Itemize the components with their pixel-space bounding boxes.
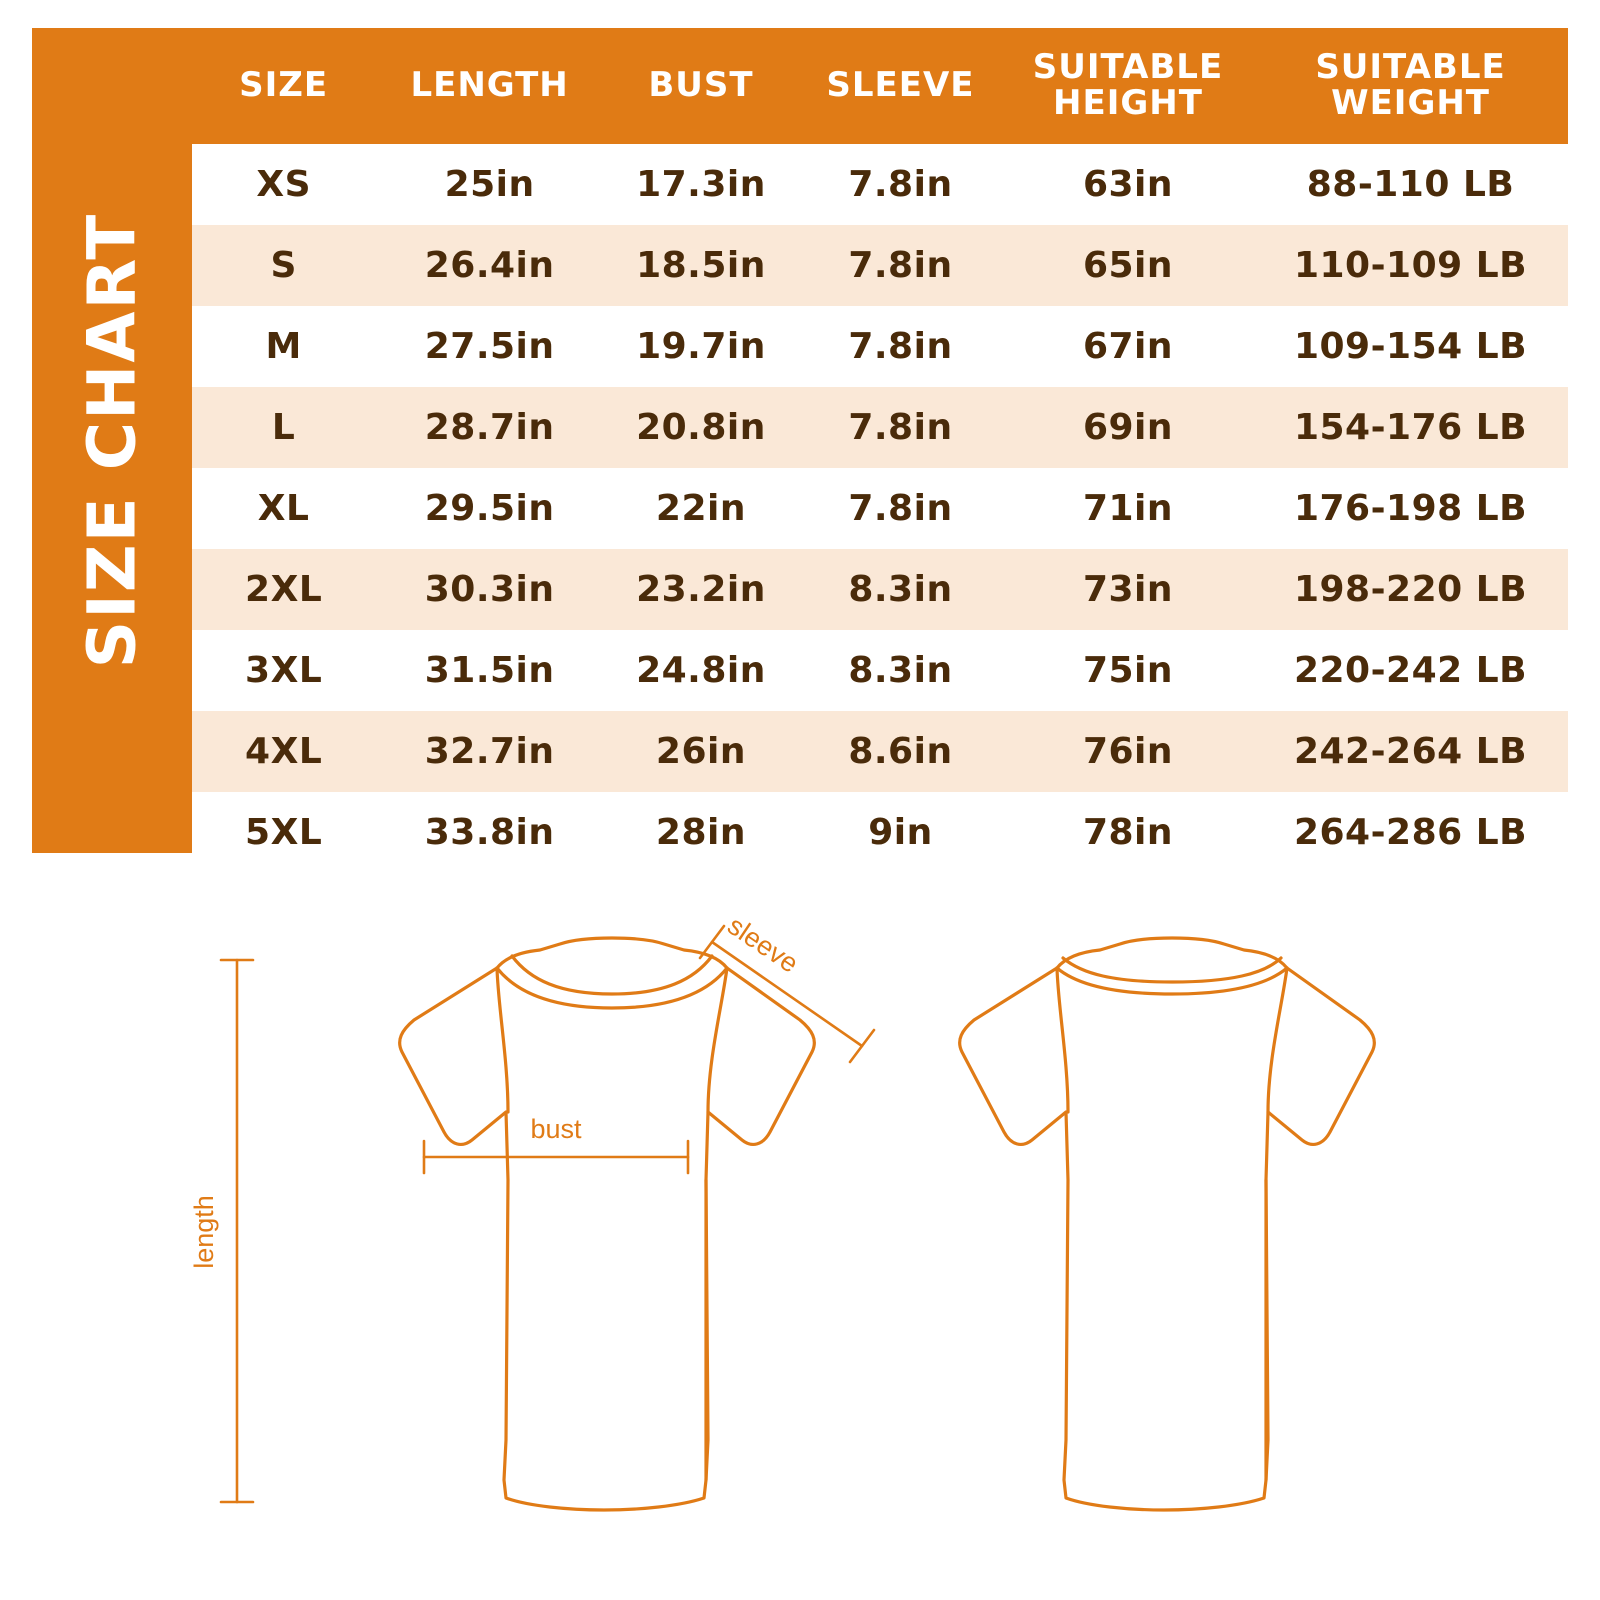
cell-length: 29.5in — [375, 468, 604, 549]
cell-bust: 23.2in — [604, 549, 798, 630]
cell-sleeve: 7.8in — [798, 468, 1003, 549]
cell-weight: 264-286 LB — [1253, 792, 1568, 873]
column-header-length: LENGTH — [375, 28, 604, 144]
column-header-suitable-height-line1: SUITABLE — [1032, 47, 1224, 88]
cell-sleeve: 7.8in — [798, 144, 1003, 225]
cell-bust: 17.3in — [604, 144, 798, 225]
cell-length: 28.7in — [375, 387, 604, 468]
table-row — [192, 225, 1568, 306]
size-table — [192, 28, 1568, 873]
cell-height: 67in — [1003, 306, 1253, 387]
cell-size: 4XL — [192, 711, 375, 792]
cell-height: 73in — [1003, 549, 1253, 630]
cell-length: 32.7in — [375, 711, 604, 792]
column-header-suitable-height — [1003, 28, 1253, 144]
column-header-sleeve: SLEEVE — [798, 28, 1003, 144]
column-header-bust: BUST — [604, 28, 798, 144]
column-header-size: SIZE — [192, 28, 375, 144]
cell-weight: 110-109 LB — [1253, 225, 1568, 306]
cell-height: 65in — [1003, 225, 1253, 306]
cell-weight: 176-198 LB — [1253, 468, 1568, 549]
cell-length: 27.5in — [375, 306, 604, 387]
cell-size: 2XL — [192, 549, 375, 630]
cell-bust: 28in — [604, 792, 798, 873]
cell-size: XS — [192, 144, 375, 225]
cell-sleeve: 8.6in — [798, 711, 1003, 792]
table-row — [192, 549, 1568, 630]
table-row — [192, 630, 1568, 711]
table-row — [192, 468, 1568, 549]
cell-size: S — [192, 225, 375, 306]
cell-weight: 242-264 LB — [1253, 711, 1568, 792]
table-row — [192, 711, 1568, 792]
cell-bust: 18.5in — [604, 225, 798, 306]
table-header-row — [192, 28, 1568, 144]
cell-length: 30.3in — [375, 549, 604, 630]
length-dimension-label: length — [189, 1195, 219, 1269]
cell-length: 25in — [375, 144, 604, 225]
chart-side-title — [32, 28, 192, 853]
cell-sleeve: 9in — [798, 792, 1003, 873]
page-title: SIZE CHART — [73, 212, 151, 669]
cell-height: 76in — [1003, 711, 1253, 792]
cell-height: 69in — [1003, 387, 1253, 468]
cell-size: XL — [192, 468, 375, 549]
tshirt-front-outline — [400, 938, 815, 1510]
cell-height: 75in — [1003, 630, 1253, 711]
cell-sleeve: 7.8in — [798, 387, 1003, 468]
table-row — [192, 387, 1568, 468]
table-row — [192, 792, 1568, 873]
cell-size: L — [192, 387, 375, 468]
cell-weight: 154-176 LB — [1253, 387, 1568, 468]
cell-bust: 19.7in — [604, 306, 798, 387]
cell-bust: 26in — [604, 711, 798, 792]
cell-height: 63in — [1003, 144, 1253, 225]
size-chart-panel — [32, 28, 1568, 853]
cell-bust: 24.8in — [604, 630, 798, 711]
cell-sleeve: 8.3in — [798, 549, 1003, 630]
table-row — [192, 144, 1568, 225]
cell-bust: 20.8in — [604, 387, 798, 468]
bust-dimension-label: bust — [530, 1114, 582, 1144]
cell-sleeve: 7.8in — [798, 306, 1003, 387]
table-row — [192, 306, 1568, 387]
cell-height: 78in — [1003, 792, 1253, 873]
cell-weight: 88-110 LB — [1253, 144, 1568, 225]
length-dimension-line — [221, 960, 253, 1502]
cell-sleeve: 7.8in — [798, 225, 1003, 306]
cell-bust: 22in — [604, 468, 798, 549]
tshirt-back-outline — [960, 938, 1375, 1510]
column-header-suitable-weight-line1: SUITABLE — [1315, 47, 1506, 88]
column-header-suitable-weight-line2: WEIGHT — [1331, 83, 1490, 123]
cell-weight: 220-242 LB — [1253, 630, 1568, 711]
cell-length: 26.4in — [375, 225, 604, 306]
cell-sleeve: 8.3in — [798, 630, 1003, 711]
cell-weight: 109-154 LB — [1253, 306, 1568, 387]
size-table-area — [192, 28, 1568, 853]
cell-height: 71in — [1003, 468, 1253, 549]
column-header-suitable-weight — [1253, 28, 1568, 144]
cell-weight: 198-220 LB — [1253, 549, 1568, 630]
cell-size: 3XL — [192, 630, 375, 711]
tshirt-measurement-diagram — [0, 880, 1600, 1580]
sleeve-dimension-label: sleeve — [722, 910, 804, 979]
cell-size: M — [192, 306, 375, 387]
cell-length: 33.8in — [375, 792, 604, 873]
column-header-suitable-height-line2: HEIGHT — [1053, 83, 1203, 123]
cell-length: 31.5in — [375, 630, 604, 711]
cell-size: 5XL — [192, 792, 375, 873]
